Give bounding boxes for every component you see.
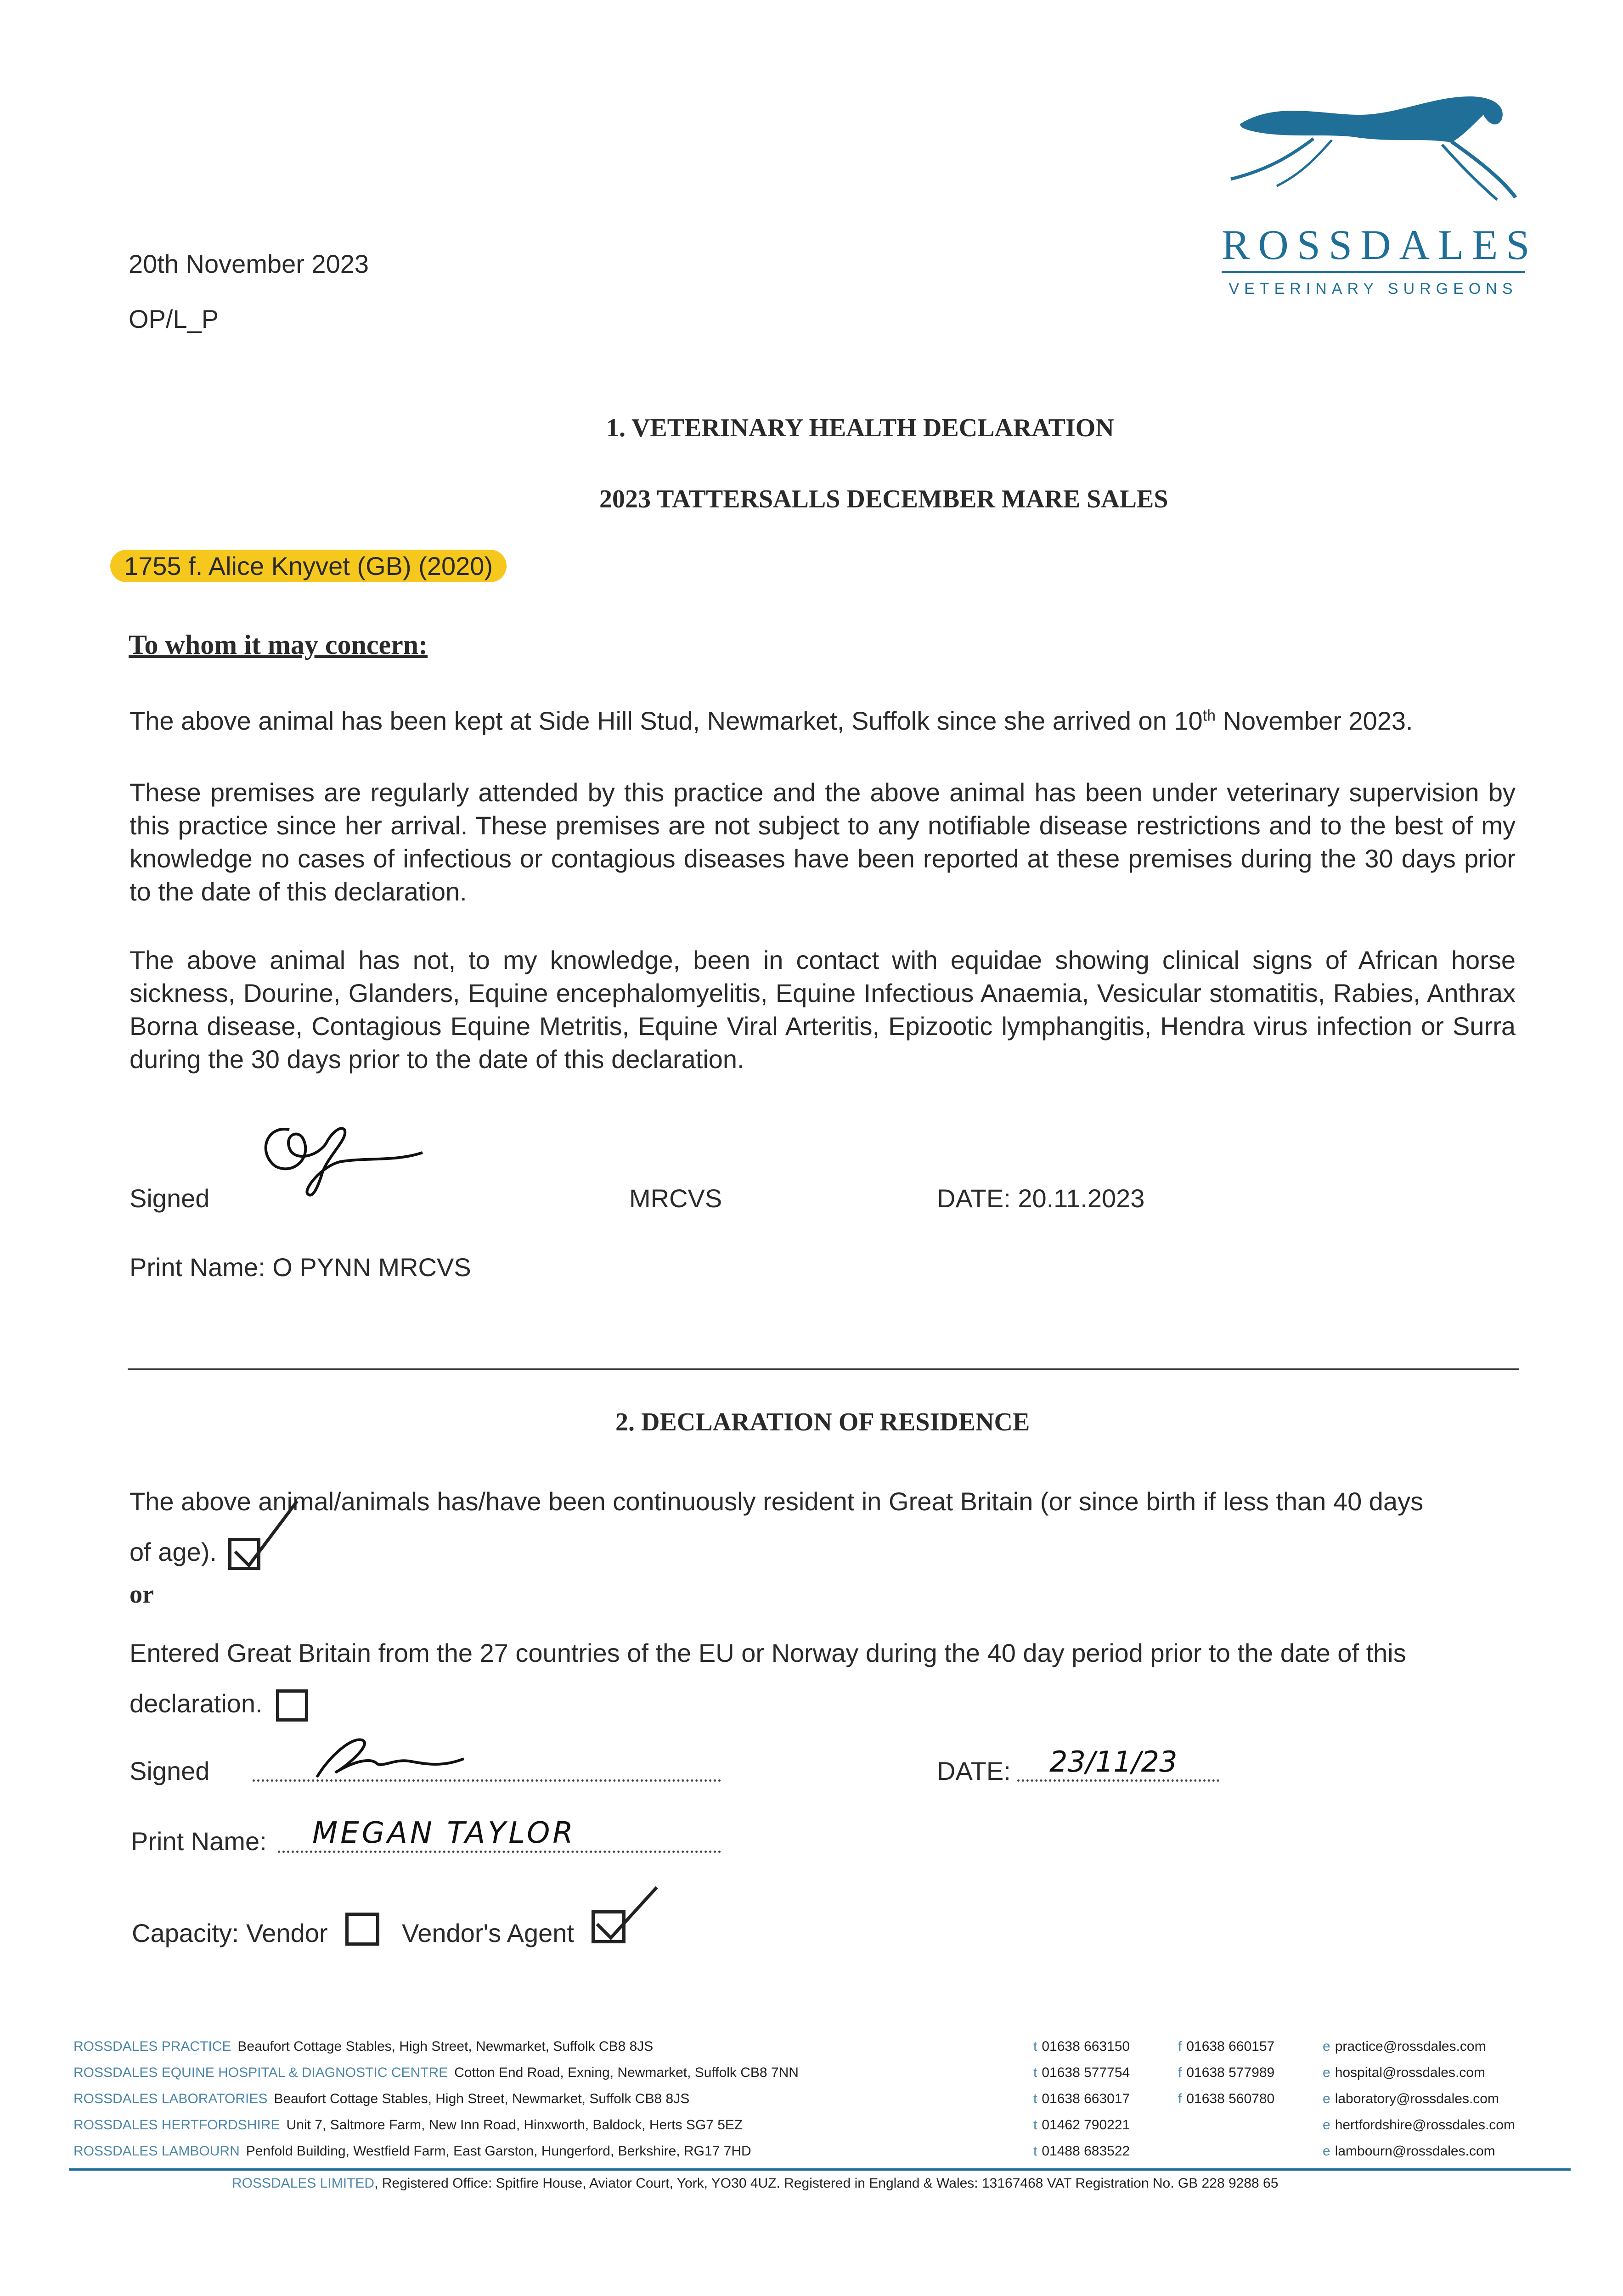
print-name-label-2: Print Name: — [131, 1827, 267, 1856]
footer-phone: t 01638 663150 — [1033, 2039, 1130, 2054]
signed-label-2: Signed — [130, 1756, 210, 1785]
letter-date: 20th November 2023 — [129, 249, 369, 278]
footer-fax: f 01638 660157 — [1178, 2039, 1275, 2054]
paragraph-kept: The above animal has been kept at Side Hill Stud, Newmarket, Suffolk since she arrived on 10th November 2023. — [130, 706, 1413, 735]
rossdales-logo — [1222, 87, 1538, 308]
horse-logo-icon — [1222, 87, 1525, 207]
footer-site-name: ROSSDALES PRACTICE — [73, 2039, 231, 2054]
footer-site-name: ROSSDALES LAMBOURN — [73, 2144, 240, 2159]
date-line-2 — [1017, 1779, 1219, 1782]
date-label-2: DATE: — [937, 1756, 1011, 1785]
footer-address: Beaufort Cottage Stables, High Street, Newmarket, Suffolk CB8 8JS — [237, 2039, 654, 2054]
section1-title: 1. VETERINARY HEALTH DECLARATION — [606, 414, 1114, 442]
footer-site-name: ROSSDALES EQUINE HOSPITAL & DIAGNOSTIC CENTRE — [73, 2065, 448, 2080]
footer-fax: f 01638 577989 — [1178, 2065, 1275, 2080]
footer-address: Cotton End Road, Exning, Newmarket, Suffolk CB8 7NN — [454, 2065, 799, 2080]
footer-email[interactable]: e lambourn@rossdales.com — [1323, 2144, 1495, 2159]
footer-row — [73, 2039, 653, 2054]
section-divider — [128, 1368, 1519, 1370]
mrcvs-label: MRCVS — [629, 1184, 722, 1213]
date-declaration-1: DATE: 20.11.2023 — [937, 1184, 1145, 1213]
salutation: To whom it may concern: — [129, 630, 428, 660]
print-name-1: Print Name: O PYNN MRCVS — [130, 1253, 471, 1282]
signed-label: Signed — [130, 1184, 210, 1213]
paragraph-contact: The above animal has not, to my knowledge, been in contact with equidae showing clinical signs of African horse sickness, Dourine, Glanders, Equine encephalomyelitis, Equine Infectious Anaemia, Vesicular stomatitis, Rabies, Anthrax Borna disease, Contagious Equine Metritis, Equine Viral Arteritis, Epizootic lymphangitis, Hendra virus infection or Surra during the 30 days prior to the date of this declaration. — [130, 945, 1516, 1074]
footer-row — [73, 2144, 751, 2159]
agent-checkmark-icon — [592, 1883, 661, 1947]
footer-site-name: ROSSDALES LABORATORIES — [73, 2091, 268, 2106]
footer-fax: f 01638 560780 — [1178, 2091, 1275, 2106]
vet-signature — [248, 1111, 441, 1203]
footer-email[interactable]: e laboratory@rossdales.com — [1323, 2091, 1499, 2106]
eu-entry-checkbox[interactable] — [276, 1689, 308, 1722]
vendor-agent-label: Vendor's Agent — [402, 1919, 574, 1947]
footer-email[interactable]: e practice@rossdales.com — [1323, 2039, 1486, 2054]
footer-address: Beaufort Cottage Stables, High Street, Newmarket, Suffolk CB8 8JS — [274, 2091, 690, 2106]
paragraph-premises: These premises are regularly attended by this practice and the above animal has been under veterinary supervision by this practice since her arrival. These premises are not subject to any notifiable disease restrictions and to the best of my knowledge no cases of infectious or contagious diseases have been reported at these premises during the 30 days prior to the date of this declaration. — [130, 778, 1516, 906]
letter-reference: OP/L_P — [129, 304, 219, 333]
logo-tagline: VETERINARY SURGEONS — [1229, 280, 1518, 298]
footer-address: Penfold Building, Westfield Farm, East Garston, Hungerford, Berkshire, RG17 7HD — [246, 2144, 751, 2159]
footer-email[interactable]: e hospital@rossdales.com — [1323, 2065, 1485, 2080]
section2-title: 2. DECLARATION OF RESIDENCE — [615, 1408, 1030, 1436]
footer-row — [73, 2091, 689, 2107]
residence-option-2: Entered Great Britain from the 27 countries of the EU or Norway during the 40 day period prior to the date of this declaration. — [130, 1628, 1448, 1729]
date-value-2: 23/11/23 — [1049, 1745, 1178, 1778]
residence-option-1: The above animal/animals has/have been continuously resident in Great Britain (or since birth if less than 40 days of age). — [130, 1476, 1448, 1577]
checkmark-icon — [228, 1497, 302, 1570]
footer-phone: t 01638 577754 — [1033, 2065, 1130, 2080]
footer-rule — [69, 2168, 1571, 2171]
footer-row — [73, 2065, 799, 2081]
section1-subtitle: 2023 TATTERSALLS DECEMBER MARE SALES — [599, 485, 1168, 513]
lot-highlight: 1755 f. Alice Knyvet (GB) (2020) — [110, 550, 507, 582]
footer-phone: t 01488 683522 — [1033, 2144, 1130, 2159]
print-name-value-2: MEGAN TAYLOR — [312, 1816, 576, 1850]
footer-row — [73, 2117, 743, 2133]
footer-email[interactable]: e hertfordshire@rossdales.com — [1323, 2117, 1515, 2133]
footer-address: Unit 7, Saltmore Farm, New Inn Road, Hinxworth, Baldock, Herts SG7 5EZ — [286, 2117, 743, 2133]
print-name-line-2 — [278, 1851, 721, 1853]
logo-name: ROSSDALES — [1222, 221, 1538, 268]
footer-site-name: ROSSDALES HERTFORDSHIRE — [73, 2117, 280, 2133]
footer-phone: t 01638 663017 — [1033, 2091, 1130, 2106]
capacity-label: Capacity: Vendor — [132, 1919, 328, 1947]
vendor-signature — [303, 1727, 468, 1786]
or-label: or — [130, 1580, 154, 1609]
footer-registration: ROSSDALES LIMITED, Registered Office: Spitfire House, Aviator Court, York, YO30 4UZ. Registered in England & Wales: 13167468 VAT Registration No. GB 228 9288 65 — [232, 2176, 1279, 2191]
vendor-checkbox[interactable] — [345, 1913, 379, 1946]
footer-phone: t 01462 790221 — [1033, 2117, 1130, 2133]
